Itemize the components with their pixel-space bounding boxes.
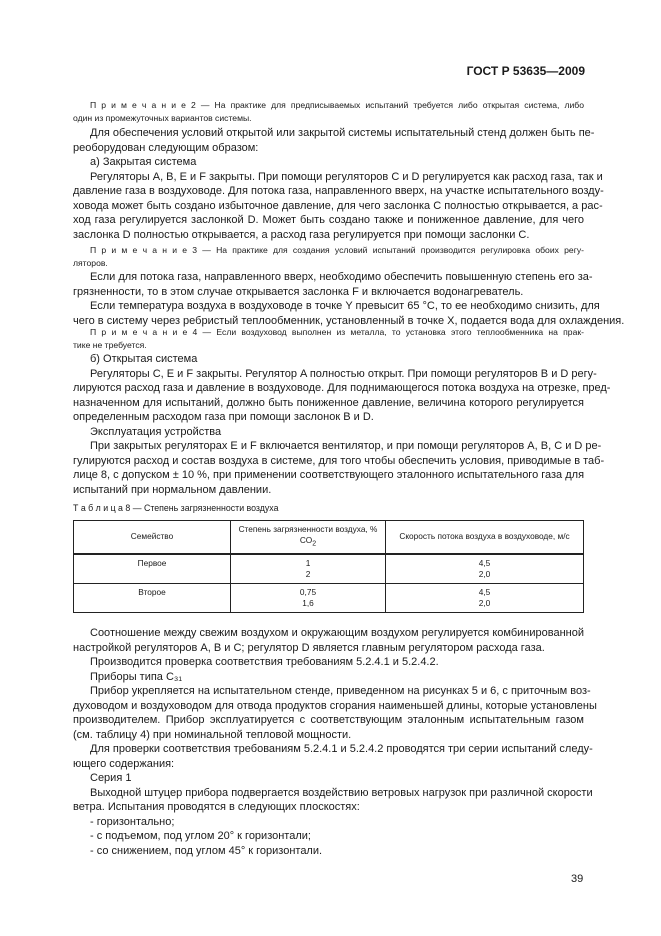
cell-family: Первое [74,554,231,584]
text-line: Для обеспечения условий открытой или закрытой системы испытательный стенд должен быть пе- [90,127,595,139]
paragraph [73,425,584,440]
document-header: ГОСТ Р 53635—2009 [466,64,585,78]
paragraph [73,439,605,497]
section-closed-system [73,155,584,170]
text-line: определенным расходом газа при помощи заслонок B и D. [73,411,374,423]
value: 1,6 [302,597,314,608]
text-line: - с подъемом, под углом 20° к горизонтали; [90,830,311,842]
value: 2,0 [478,568,491,579]
text-line: Регуляторы C, E и F закрыты. Регулятор A полностью открыт. При помощи регуляторов B и D регу- [90,367,597,380]
text-line: Прибор укрепляется на испытательном стенде, приведенном на рисунках 5 и 6, с приточным воз- [90,685,591,697]
note-3 [73,244,584,269]
text-line: ход газа регулируется заслонкой D. Может быть создано также и пониженное давление, для чего [73,214,584,226]
value: 4,5 [478,586,491,597]
value: 2,0 [478,597,491,608]
cell-family: Второе [74,583,231,612]
text-line: чего в систему через ребристый теплообменник, установленный в точке X, подается вода для охлаждения. [73,314,625,327]
header-co2-sub: 2 [312,540,317,548]
header-speed: Скорость потока воздуха в воздуховоде, м/с [386,521,584,554]
section-open-system [73,352,584,367]
text-line: При закрытых регуляторах E и F включается вентилятор, и при помощи регуляторов A, B, C и D ре- [90,440,602,452]
text-line: реоборудован следующим образом: [73,141,259,154]
cell-speed [386,554,584,584]
paragraph [73,626,584,655]
paragraph [73,126,595,155]
value: 4,5 [478,557,491,568]
text-line: Соотношение между свежим воздухом и окружающим воздухом регулируется комбинированной [90,627,584,639]
text-line: тике не требуется. [73,339,147,350]
paragraph [73,367,611,425]
table-row [74,554,584,584]
text-line: производителем. Прибор эксплуатируется с соответствующим эталонным испытательным газом [73,714,584,726]
note-2 [73,99,584,124]
cell-co2 [231,583,386,612]
table-row [74,583,584,612]
cell-speed [386,583,584,612]
value: 1 [305,557,311,568]
text-line: один из промежуточных вариантов системы. [73,112,252,123]
paragraph [73,742,593,771]
paragraph [73,771,584,786]
text-line: - горизонтально; [90,815,175,828]
text-line: Серия 1 [90,772,132,784]
table-caption: Т а б л и ц а 8 — Степень загрязненности воздуха [73,503,279,513]
paragraph [73,270,593,299]
paragraph [73,655,584,670]
text-line: Эксплуатация устройства [90,425,222,438]
text-line: П р и м е ч а н и е 2 — На практике для предписываемых испытаний требуется либо открытая система, либо [90,100,584,110]
air-pollution-table [73,520,584,613]
text-line: назначенном для испытаний, должно быть пониженное давление, величина которого регулируется [73,396,584,409]
text-line: Если для потока газа, направленного вверх, необходимо обеспечить повышенную степень его за- [90,271,593,283]
list-item [73,844,584,859]
table-header-row [74,521,584,554]
text-line: давление газа в воздуховоде. Для потока газа, направленного вверх, на участке испытательного возду- [73,185,604,197]
text-line: заслонка D полностью открывается, а расход газа регулируется при помощи заслонки C. [73,228,530,241]
text-line: б) Открытая система [90,353,198,365]
value: 0,75 [299,586,317,597]
header-co2-text: Степень загрязненности воздуха, % CO [238,524,378,545]
text-line: ляторов. [73,257,108,268]
text-line: лируются расход газа и давление в воздуховоде. Для поднимающегося потока воздуха на отрезке, пред- [73,382,611,394]
note-4 [73,326,584,351]
text-line: ховода может быть создано избыточное давление, для чего заслонка C полностью открывается, а рас- [73,199,603,212]
text-line: духоводом и воздуховодом для отвода продуктов сгорания наименьшей длины, которые установлены [73,699,597,712]
paragraph [73,786,593,815]
text-line: гулируются расход и состав воздуха в системе, для того чтобы обеспечить условия, приводимые в таб- [73,454,605,467]
text-line: П р и м е ч а н и е 4 — Если воздуховод выполнен из металла, то установка этого теплообменника на прак- [90,327,584,337]
text-line: Выходной штуцер прибора подвергается воздействию ветровых нагрузок при различной скорости [90,786,593,799]
text-line: П р и м е ч а н и е 3 — На практике для создания условий испытаний производится регулировка обоих регу- [90,245,584,255]
text-line: испытаний при нормальном давлении. [73,483,272,496]
text-line: лице 8, с допуском ± 10 %, при применении соответствующего эталонного испытательного газа для [73,469,585,481]
text-line: Для проверки соответствия требованиям 5.2.4.1 и 5.2.4.2 проводятся три серии испытаний следу- [90,743,593,755]
text-line: а) Закрытая система [90,156,197,168]
paragraph [73,299,625,328]
cell-co2 [231,554,386,584]
text-line: ветра. Испытания проводятся в следующих плоскостях: [73,801,360,813]
text-line: настройкой регуляторов A, B и C; регулятор D является главным регулятором расхода газа. [73,641,545,654]
paragraph [73,670,584,685]
text-line: Если температура воздуха в воздуховоде в точке Y превысит 65 °C, то ее необходимо снизить, для [90,300,600,312]
header-family: Семейство [74,521,231,554]
text-line: Регуляторы A, B, E и F закрыты. При помощи регуляторов C и D регулируется как расход газа, так и [90,170,603,183]
page-number: 39 [571,873,584,885]
text-line: Производится проверка соответствия требованиям 5.2.4.1 и 5.2.4.2. [90,656,439,668]
list-item [73,829,584,844]
list-item [73,815,584,830]
value: 2 [305,568,311,579]
paragraph [73,684,597,742]
text-line: ющего содержания: [73,757,175,770]
text-line: грязненности, то в этом случае открывается заслонка F и включается водонагреватель. [73,285,524,298]
text-line: (см. таблицу 4) при номинальной тепловой мощности. [73,728,352,741]
paragraph [73,170,604,243]
header-co2 [231,521,386,554]
text-line: Приборы типа C₃₁ [90,670,183,683]
text-line: - со снижением, под углом 45° к горизонтали. [90,844,323,857]
